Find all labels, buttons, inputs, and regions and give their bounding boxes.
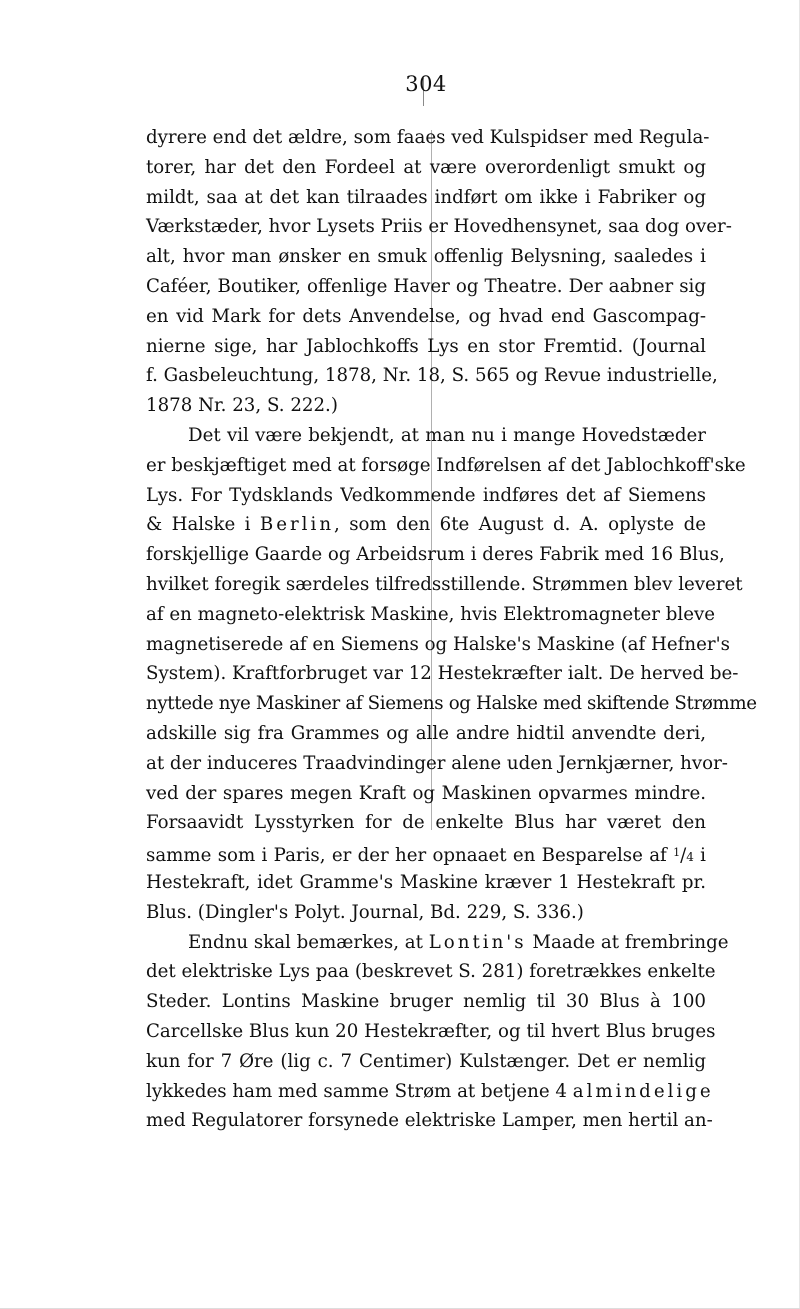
text-fragment: samme som i Paris, er der her opnaaet en Besparelse af: [146, 845, 667, 867]
text-line: 1878 Nr. 23, S. 222.): [146, 395, 338, 417]
text-line: dyrere end det ældre, som faaes ved Kulspidser med Regula-: [146, 127, 710, 148]
text-fragment: Endnu skal bemærkes, at: [188, 931, 429, 953]
text-line: Steder. Lontins Maskine bruger nemlig til 30 Blus à 100: [146, 991, 706, 1013]
text-line: af en magneto-elektrisk Maskine, hvis Elektromagneter bleve: [146, 603, 715, 625]
text-line: f. Gasbeleuchtung, 1878, Nr. 18, S. 565 og Revue industrielle,: [146, 365, 718, 387]
text-fragment: , som den 6te August d. A. oplyste de: [334, 514, 706, 536]
text-line: Værkstæder, hvor Lysets Priis er Hovedhensynet, saa dog over-: [146, 216, 732, 238]
text-line: med Regulatorer forsynede elektriske Lamper, men hertil an-: [146, 1110, 713, 1132]
text-fragment: lykkedes ham med samme Strøm at betjene 4: [146, 1080, 573, 1102]
text-line: torer, har det den Fordeel at være overordenligt smukt og: [146, 156, 706, 178]
text-fragment: i: [693, 845, 706, 867]
text-line: mildt, saa at det kan tilraades indført om ikke i Fabriker og: [146, 186, 706, 208]
text-line: alt, hvor man ønsker en smuk offenlig Belysning, saaledes i: [146, 246, 706, 268]
text-line: er beskjæftiget med at forsøge Indførelsen af det Jablochkoff'ske: [146, 454, 746, 476]
fraction-denominator: 4: [686, 850, 694, 865]
spaced-word-almindelige: almindelige: [572, 1080, 714, 1102]
text-line: ved der spares megen Kraft og Maskinen opvarmes mindre.: [146, 782, 706, 804]
text-line: Carcellske Blus kun 20 Hestekræfter, og til hvert Blus bruges: [146, 1020, 716, 1042]
text-line: hvilket foregik særdeles tilfredsstillende. Strømmen blev leveret: [146, 573, 743, 595]
fraction-quarter: [673, 845, 694, 866]
text-line: System). Kraftforbruget var 12 Hestekræfter ialt. De herved be-: [146, 663, 739, 685]
text-line: nierne sige, har Jablochkoffs Lys en stor Fremtid. (Journal: [146, 335, 706, 357]
spaced-word-berlin: Berlin: [259, 514, 335, 536]
text-line-with-fraction: [146, 838, 706, 868]
paragraph-start-line: Det vil være bekjendt, at man nu i mange Hovedstæder: [188, 424, 706, 446]
text-line: nyttede nye Maskiner af Siemens og Halske med skiftende Strømme: [146, 693, 757, 715]
body-text: [146, 123, 757, 1136]
text-line: Lys. For Tydsklands Vedkommende indføres det af Siemens: [146, 484, 706, 506]
text-line: at der induceres Traadvindinger alene uden Jernkjærner, hvor-: [146, 752, 728, 774]
page-number: 304: [405, 72, 447, 96]
text-line: magnetiserede af en Siemens og Halske's Maskine (af Hefner's: [146, 633, 730, 655]
text-fragment: Maade at frembringe: [526, 931, 729, 953]
fraction-numerator: 1: [673, 846, 681, 860]
text-line: Caféer, Boutiker, offenlige Haver og Theatre. Der aabner sig: [146, 275, 706, 297]
text-line: forskjellige Gaarde og Arbeidsrum i deres Fabrik med 16 Blus,: [146, 544, 725, 566]
text-line: en vid Mark for dets Anvendelse, og hvad end Gascompag-: [146, 305, 706, 327]
text-line-spaced-berlin: [146, 510, 706, 540]
text-fragment: & Halske i: [146, 514, 260, 536]
text-line: det elektriske Lys paa (beskrevet S. 281) foretrækkes enkelte: [146, 961, 716, 983]
fraction-slash: /: [680, 845, 687, 867]
text-line: kun for 7 Øre (lig c. 7 Centimer) Kulstænger. Det er nemlig: [146, 1050, 706, 1072]
text-line: Blus. (Dingler's Polyt. Journal, Bd. 229, S. 336.): [146, 901, 584, 923]
text-line: adskille sig fra Grammes og alle andre hidtil anvendte deri,: [146, 722, 706, 744]
text-line: Forsaavidt Lysstyrken for de enkelte Blus har været den: [146, 812, 706, 834]
text-line: Hestekraft, idet Gramme's Maskine kræver 1 Hestekraft pr.: [146, 871, 706, 893]
spaced-word-lontins: Lontin's: [428, 931, 527, 953]
paragraph-start-line-spaced-lontins: [146, 928, 729, 958]
text-line-spaced-almindelige: [146, 1077, 714, 1107]
